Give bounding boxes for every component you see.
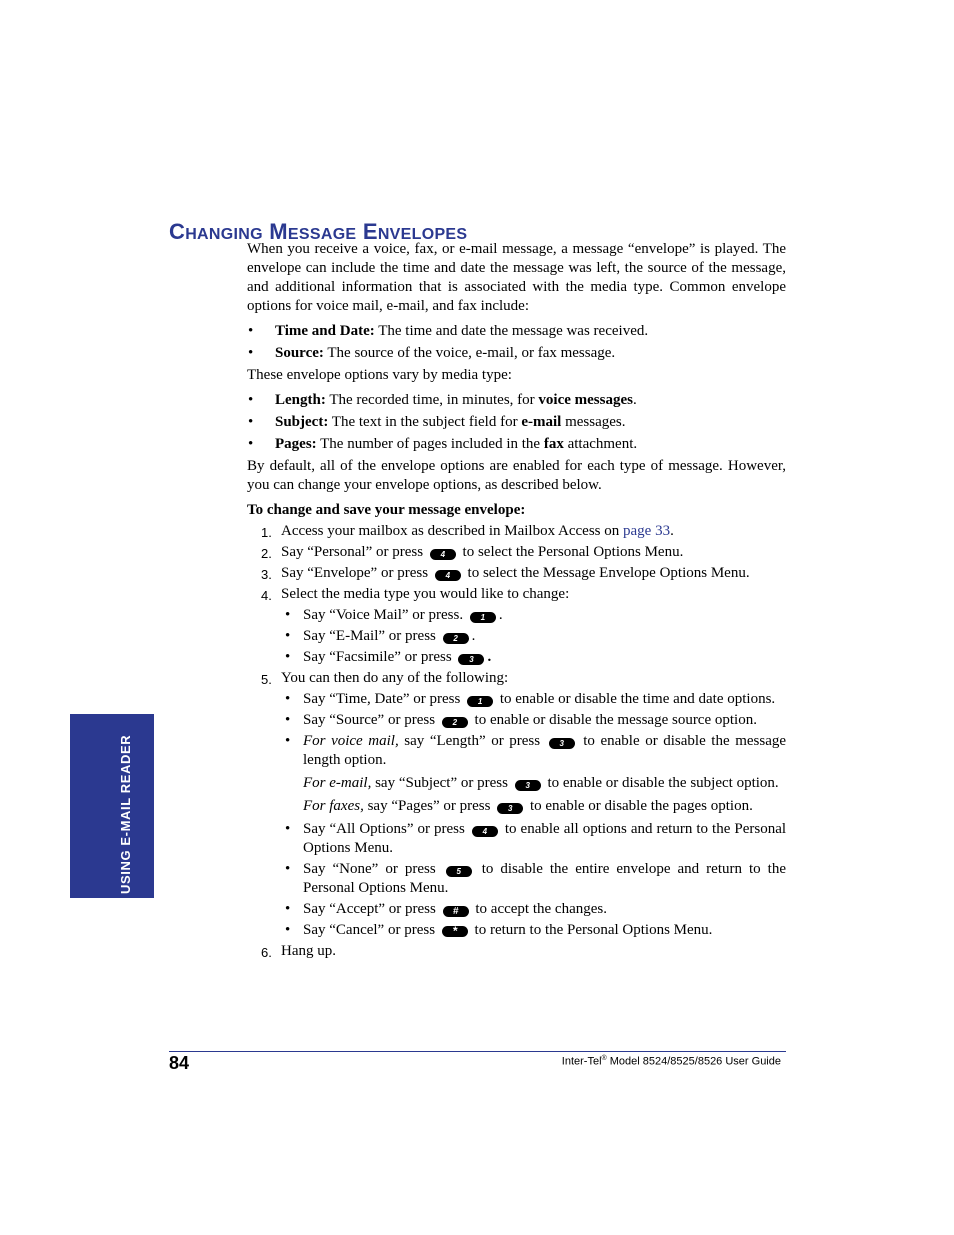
step-6: 6. Hang up. <box>261 943 336 960</box>
key-4-icon: 4 <box>430 549 456 560</box>
section-tab-label: USING E-MAIL READER <box>118 734 133 894</box>
intro-paragraph: When you receive a voice, fax, or e-mail message, a message “envelope” is played. The envelope can include the time and date the message was left, the source of the message, and additional information that is associated with the media type. Common envelope options for voice mail, e-mail, and fax include: <box>247 241 786 314</box>
key-3-icon: 3 <box>497 803 523 814</box>
key-pound-icon: # <box>443 906 469 917</box>
key-4-icon: 4 <box>435 570 461 581</box>
key-2-icon: 2 <box>442 717 468 728</box>
list-item: • Say “Facsimile” or press 3 . <box>281 648 786 667</box>
key-2-icon: 2 <box>443 633 469 644</box>
list-item: • Say “Source” or press 2 to enable or disable the message source option. <box>281 711 786 730</box>
key-3-icon: 3 <box>549 738 575 749</box>
common-options-list <box>247 322 786 363</box>
media-type-list <box>281 606 786 667</box>
list-item: • Length: The recorded time, in minutes, for voice messages. <box>247 391 786 410</box>
list-item: • Say “Voice Mail” or press. 1 . <box>281 606 786 625</box>
list-item: • Say “Accept” or press # to accept the changes. <box>281 900 786 919</box>
section-heading: CHANGING MESSAGE ENVELOPES <box>169 218 468 244</box>
step-3: 3. Say “Envelope” or press 4 to select the Message Envelope Options Menu. <box>261 565 750 582</box>
list-item: • Source: The source of the voice, e-mail, or fax message. <box>247 344 786 363</box>
envelope-actions-list <box>281 690 786 940</box>
footer-title: Inter-Tel® Model 8524/8525/8526 User Guide <box>561 1055 781 1068</box>
list-item: • Pages: The number of pages included in the fax attachment. <box>247 435 786 454</box>
section-tab <box>70 714 154 898</box>
key-5-icon: 5 <box>446 866 472 877</box>
list-item: • Say “None” or press 5 to disable the entire envelope and return to the Personal Options Menu. <box>281 860 786 898</box>
key-3-icon: 3 <box>515 780 541 791</box>
step-5: 5. You can then do any of the following: • Say “Time, Date” or press 1 to enable or disable the time and date options. • Say “Source” or press 2 to enable or disable the message source option. • For voice mail, say “Length” or press 3 to enable or disable the message length option. For e-mail, say “Subject” or press 3 to enable or disable the subject option. For faxes, say “Pages” or press 3 to enable or disable the pages option. • Say “All Options” or press 4 to enable all options and return to the Personal Options Menu. • Say “None” or press 5 to disable the entire envelope and return to the Personal Options Menu. • Say “Accept” or press # to accept the changes. • Say “Cancel” or press * to return to the Personal Options Menu. <box>247 669 786 940</box>
list-item: • Time and Date: The time and date the message was received. <box>247 322 786 341</box>
list-item: • For voice mail, say “Length” or press 3 to enable or disable the message length option. For e-mail, say “Subject” or press 3 to enable or disable the subject option. For faxes, say “Pages” or press 3 to enable or disable the pages option. <box>281 732 786 816</box>
page-link[interactable]: page 33 <box>623 523 671 539</box>
email-subject-paragraph: For e-mail, say “Subject” or press 3 to enable or disable the subject option. <box>303 775 779 791</box>
page-content <box>247 240 786 963</box>
list-item: • Say “All Options” or press 4 to enable all options and return to the Personal Options Menu. <box>281 820 786 858</box>
list-item: • Subject: The text in the subject field for e-mail messages. <box>247 413 786 432</box>
vary-paragraph: These envelope options vary by media type: <box>247 367 512 383</box>
key-3-icon: 3 <box>458 654 484 665</box>
steps-list <box>247 522 786 961</box>
list-item: • Say “Cancel” or press * to return to the Personal Options Menu. <box>281 921 786 940</box>
key-star-icon: * <box>442 926 468 937</box>
media-options-list <box>247 391 786 454</box>
step-2: 2. Say “Personal” or press 4 to select the Personal Options Menu. <box>261 544 684 561</box>
list-item: • Say “E-Mail” or press 2 . <box>281 627 786 646</box>
page-number: 84 <box>169 1053 190 1073</box>
key-1-icon: 1 <box>467 696 493 707</box>
default-paragraph: By default, all of the envelope options are enabled for each type of message. However, you can change your envelope options, as described below. <box>247 458 786 493</box>
step-1: 1. Access your mailbox as described in Mailbox Access on page 33. <box>261 523 674 540</box>
footer-divider <box>169 1051 786 1052</box>
list-item: • Say “Time, Date” or press 1 to enable or disable the time and date options. <box>281 690 786 709</box>
fax-pages-paragraph: For faxes, say “Pages” or press 3 to enable or disable the pages option. <box>303 798 753 814</box>
key-4-icon: 4 <box>472 826 498 837</box>
procedure-title: To change and save your message envelope: <box>247 502 526 518</box>
key-1-icon: 1 <box>470 612 496 623</box>
step-4: 4. Select the media type you would like to change: • Say “Voice Mail” or press. 1 . • Say “E-Mail” or press 2 . • Say “Facsimile” or press 3 . <box>247 585 786 667</box>
